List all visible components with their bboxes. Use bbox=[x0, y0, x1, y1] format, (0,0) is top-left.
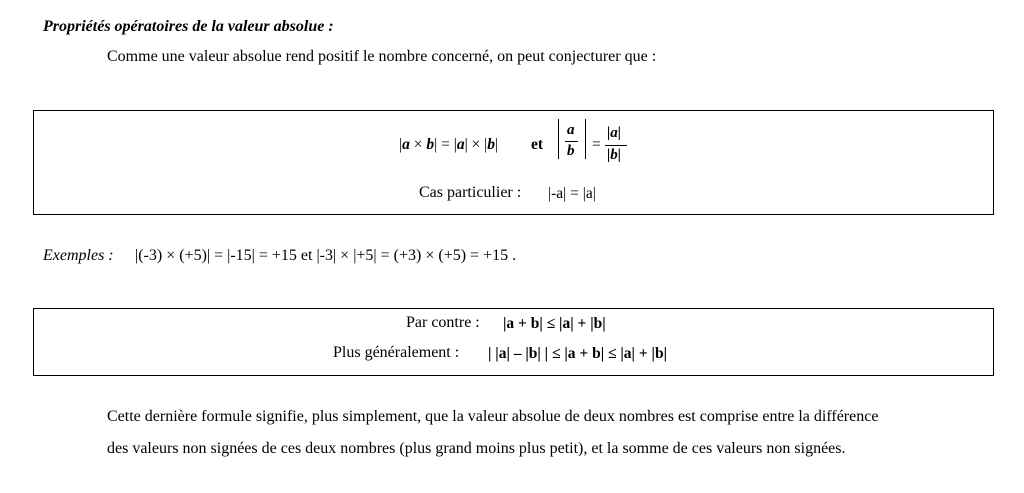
special-case-label: Cas particulier : bbox=[419, 184, 522, 201]
contrast-label: Par contre : bbox=[406, 314, 480, 331]
quotient-rhs-numerator: |a| bbox=[607, 125, 622, 141]
triangle-inequality: |a + b| ≤ |a| + |b| bbox=[503, 315, 606, 332]
conclusion-line-2: des valeurs non signées de ces deux nombres (plus grand moins plus petit), et la somme de ces valeurs non signées. bbox=[107, 440, 846, 457]
special-case-formula: |-a| = |a| bbox=[548, 185, 596, 202]
examples-label: Exemples : bbox=[43, 247, 114, 264]
fraction-denominator: b bbox=[567, 143, 575, 159]
product-formula: |a × b| = |a| × |b| bbox=[399, 136, 499, 153]
general-inequality: | |a| – |b| | ≤ |a + b| ≤ |a| + |b| bbox=[488, 345, 667, 362]
section-heading: Propriétés opératoires de la valeur absolue : bbox=[43, 18, 334, 35]
quotient-rhs-denominator: |b| bbox=[607, 147, 622, 163]
connector-et: et bbox=[531, 136, 544, 153]
conclusion-line-1: Cette dernière formule signifie, plus simplement, que la valeur absolue de deux nombres est comprise entre la différence bbox=[107, 408, 879, 425]
quotient-rhs-line bbox=[605, 145, 627, 146]
quotient-equals: = bbox=[592, 136, 601, 153]
equals-abs: | = | bbox=[434, 136, 457, 153]
general-label: Plus généralement : bbox=[333, 344, 460, 361]
abs-bar-right bbox=[585, 119, 586, 159]
abs-bar-left bbox=[558, 119, 559, 159]
examples-formula: |(-3) × (+5)| = |-15| = +15 et |-3| × |+5| = (+3) × (+5) = +15 . bbox=[135, 247, 517, 264]
times-abs: | × | bbox=[464, 136, 488, 153]
fraction-numerator: a bbox=[567, 122, 575, 138]
times-sign: × bbox=[409, 136, 427, 153]
var-b: b bbox=[426, 136, 435, 153]
fraction-line bbox=[565, 141, 578, 142]
var-b-rhs: b bbox=[487, 136, 496, 153]
var-a-rhs: a bbox=[456, 136, 465, 153]
intro-text: Comme une valeur absolue rend positif le nombre concerné, on peut conjecturer que : bbox=[107, 48, 657, 65]
var-a: a bbox=[402, 136, 410, 153]
